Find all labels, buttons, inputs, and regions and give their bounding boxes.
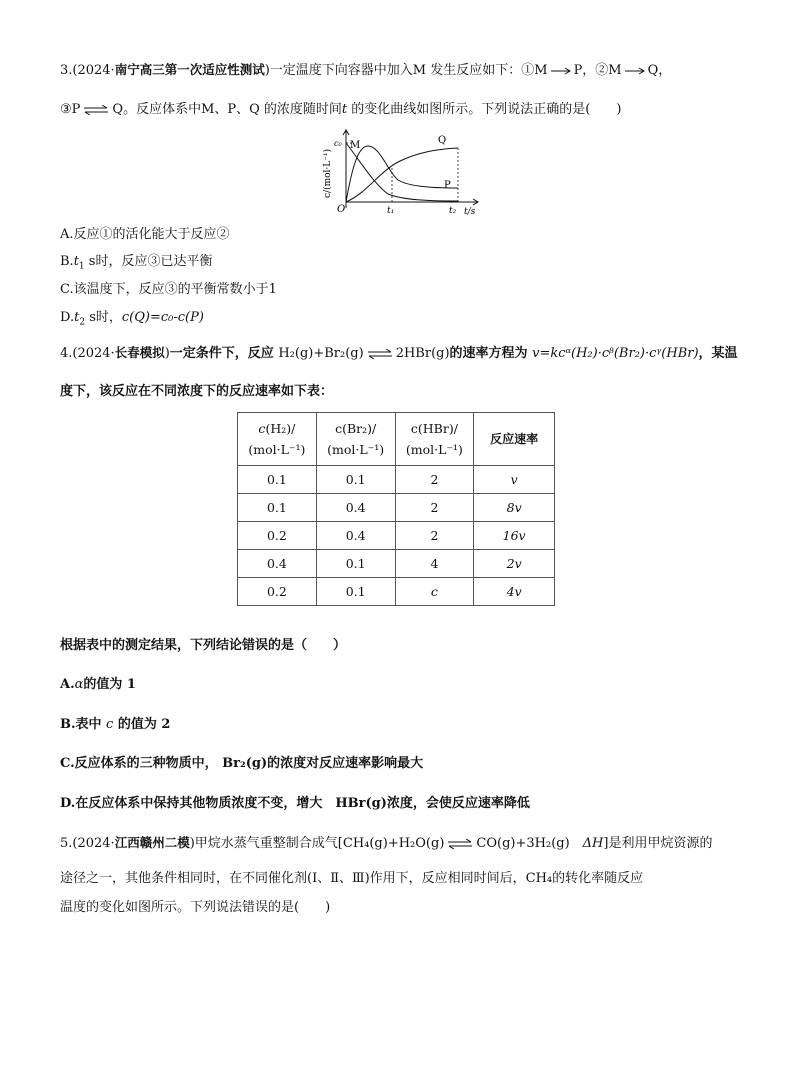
q3-concentration-graph [318,128,488,216]
table-row [238,550,555,578]
q4-source: 长春模拟 [114,345,165,360]
q3-source: 南宁高三第一次适应性测试 [114,62,265,77]
q5-stem-a: 甲烷水蒸气重整制合成气[CH₄(g)+H₂O(g) [194,836,445,851]
table-cell: 2 [395,494,474,522]
q4-rate-eq: v=kcᵅ(H₂)·cᵝ(Br₂)·cᵞ(HBr) [532,346,699,361]
graph-t2-label: t₂ [449,206,457,216]
table-cell: 0.4 [316,522,395,550]
q3-option-d-prefix: D. [60,310,75,325]
q4-option-a-prefix: A. [60,677,75,692]
forward-arrow-icon [624,66,646,76]
q3-option-d-eq: c(Q)=c₀-c(P) [121,310,204,325]
q3-source-open: (2024· [72,63,115,78]
q5-source-close: ) [189,836,195,851]
q3-option-c[interactable] [60,281,277,299]
equilibrium-arrow-icon [447,839,473,849]
table-cell: v [474,466,555,494]
table-cell: 2 [395,522,474,550]
q4-option-b[interactable] [60,716,170,734]
table-row [238,466,555,494]
q5-stem-a2: CO(g)+3H₂(g) [476,836,583,851]
header-cell-rate [474,413,555,466]
q5-source-open: (2024· [72,836,115,851]
q3-source-close: ) [264,63,270,78]
q3-option-c-text: C.该温度下，反应③的平衡常数小于1 [60,282,277,297]
q3-r2-prod: Q， [647,63,672,78]
q4-option-a[interactable] [60,676,136,694]
q4-conclusion [60,637,346,655]
graph-ylabel: c/(mol·L⁻¹) [323,148,333,198]
q3-option-b[interactable] [60,253,212,271]
q3-option-d-var: t [74,310,80,325]
equilibrium-arrow-icon [367,349,393,359]
table-cell: 0.4 [316,494,395,522]
curve-q [346,148,458,202]
q4-rate-table [237,412,555,606]
header-h2-l2: (mol·L⁻¹) [248,442,306,457]
q5-line3 [60,899,330,917]
q3-option-a-text: A.反应①的活化能大于反应② [60,227,230,242]
table-cell: 0.1 [238,466,317,494]
q3-stem-b-t: t [341,102,348,117]
q3-line1 [60,61,671,80]
graph-q-label: Q [438,135,447,146]
header-cell-h2: c(H₂)/ (mol·L⁻¹) [238,413,317,466]
header-hbr-l2: (mol·L⁻¹) [405,442,463,457]
table-cell: 0.2 [238,522,317,550]
q4-stem-d: 度下，该反应在不同浓度下的反应速率如下表： [60,384,334,399]
q4-line1 [60,344,738,363]
header-hbr-l1: c(HBr)/ [410,421,458,436]
q5-line2 [60,870,643,888]
q4-conclusion-text: 根据表中的测定结果，下列结论错误的是（ ） [60,638,347,653]
table-row [238,494,555,522]
q3-option-b-rest: s时，反应③已达平衡 [84,254,213,269]
table-cell: 0.1 [316,550,395,578]
q5-number: 5. [60,836,73,851]
header-br2-l2: (mol·L⁻¹) [327,442,385,457]
q5-source: 江西赣州二模 [114,835,190,850]
table-cell: 4 [395,550,474,578]
header-cell-hbr [395,413,474,466]
q4-reaction-left: H₂(g)+Br₂(g) [278,346,364,361]
q3-line2 [60,101,621,119]
equilibrium-arrow-icon [83,105,109,115]
q3-option-d-rest: s时， [85,310,122,325]
table-cell: 16v [474,522,555,550]
q5-line1 [60,834,712,853]
q5-line2-text: 途径之一，其他条件相同时，在不同催化剂(Ⅰ、Ⅱ、Ⅲ)作用下，反应相同时间后，CH₄的转化率随反应 [60,871,644,886]
q3-option-d-sub: 2 [79,317,86,328]
q3-stem-b1: ③P [60,102,81,117]
header-h2-l1: (H₂)/ [265,421,296,436]
q3-option-b-prefix: B. [60,254,74,269]
q3-option-b-var: t [73,254,79,269]
q5-dh: ΔH [582,836,604,851]
table-cell: 2 [395,466,474,494]
q4-stem-b: 的速率方程为 [449,346,528,361]
q4-option-d[interactable] [60,795,530,813]
q4-source-close: ) [164,346,170,361]
header-br2-l1: c(Br₂)/ [335,421,377,436]
q4-option-c-text: C.反应体系的三种物质中， Br₂(g)的浓度对反应速率影响最大 [60,756,424,771]
table-cell: 0.1 [238,494,317,522]
q4-stem-c: ，某温 [698,346,738,361]
q3-option-d[interactable] [60,309,204,327]
table-cell: 0.4 [238,550,317,578]
curve-p [346,146,458,202]
q4-source-open: (2024· [72,346,115,361]
graph-xlabel: t/s [464,207,476,216]
table-cell: 0.1 [316,578,395,606]
q3-stem-a: 一定温度下向容器中加入M 发生反应如下：①M [269,63,548,78]
q4-line2 [60,383,333,401]
q3-number: 3. [60,63,73,78]
q4-option-b-prefix: B.表中 [60,717,107,732]
table-cell: 2v [474,550,555,578]
q4-stem-a: 一定条件下，反应 [169,346,274,361]
curve-m [346,143,458,201]
header-cell-br2 [316,413,395,466]
q4-option-d-text: D.在反应体系中保持其他物质浓度不变，增大 HBr(g)浓度，会使反应速率降低 [60,796,530,811]
graph-origin-label: O [337,204,346,215]
forward-arrow-icon [550,66,572,76]
graph-t1-label: t₁ [387,206,395,216]
table-cell: 4v [474,578,555,606]
table-cell: 8v [474,494,555,522]
table-cell: 0.1 [316,466,395,494]
q4-option-b-var: c [106,717,114,732]
q4-option-a-var: α [74,677,84,692]
q4-option-a-rest: 的值为 1 [83,677,136,692]
header-rate-l1: 反应速率 [490,431,539,446]
q5-stem-a3: ]是利用甲烷资源的 [603,836,713,851]
graph-c0-label: c₀ [334,139,342,148]
q5-line3-text: 温度的变化如图所示。下列说法错误的是( ) [60,900,331,915]
table-row [238,522,555,550]
q4-option-b-rest: 的值为 2 [113,717,171,732]
q4-number: 4. [60,346,73,361]
graph-p-label: P [444,180,451,191]
q3-option-a[interactable] [60,226,230,244]
table-cell: 0.2 [238,578,317,606]
q4-option-c[interactable] [60,755,423,773]
q3-stem-b2: Q。反应体系中M、P、Q 的浓度随时间 [112,102,342,117]
q3-stem-b3: 的变化曲线如图所示。下列说法正确的是( ) [347,102,622,117]
q4-reaction-right: 2HBr(g) [395,346,450,361]
graph-m-label: M [350,140,361,151]
table-cell: c [395,578,474,606]
q3-option-b-sub: 1 [78,261,85,272]
table-row [238,578,555,606]
q3-r1-prod: P，②M [573,63,622,78]
table-header-row [238,413,555,466]
